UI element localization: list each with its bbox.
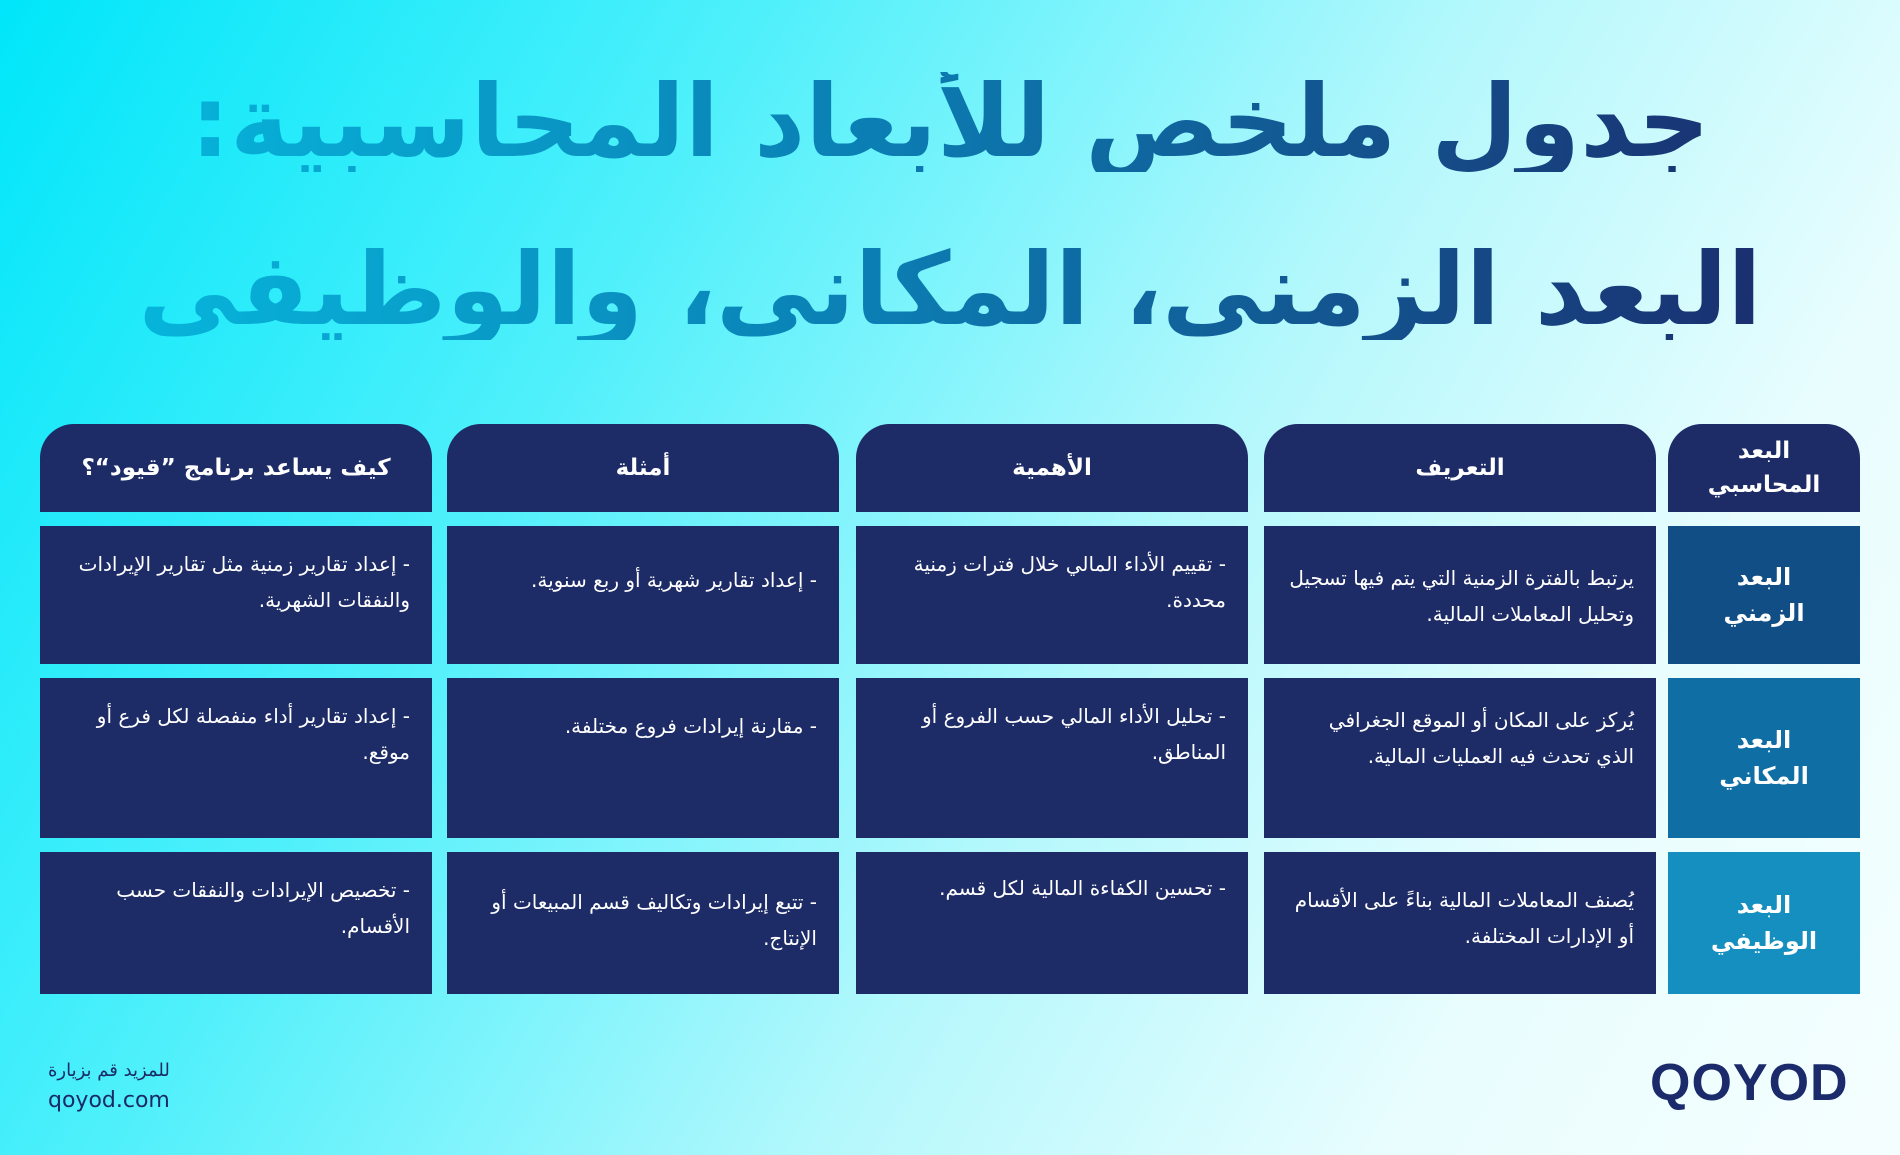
page-title-line-2: البعد الزمني، المكاني، والوظيفي (80, 240, 1820, 340)
row-functional-examples: - تتبع إيرادات وتكاليف قسم المبيعات أو الإنتاج. (447, 852, 839, 994)
row-spatial-dimension: البعد المكاني (1668, 678, 1860, 838)
row-spatial-qoyod: - إعداد تقارير أداء منفصلة لكل فرع أو موقع. (40, 678, 432, 838)
row-temporal-definition: يرتبط بالفترة الزمنية التي يتم فيها تسجيل وتحليل المعاملات المالية. (1264, 526, 1656, 664)
header-importance: الأهمية (856, 424, 1248, 512)
footer-visit-note: للمزيد قم بزيارة (48, 1060, 170, 1081)
page-title-line-1: جدول ملخص للأبعاد المحاسبية: (80, 72, 1820, 172)
header-qoyod: كيف يساعد برنامج ”قيود“؟ (40, 424, 432, 512)
row-temporal-dimension: البعد الزمني (1668, 526, 1860, 664)
row-temporal-qoyod: - إعداد تقارير زمنية مثل تقارير الإيرادات والنفقات الشهرية. (40, 526, 432, 664)
row-functional-qoyod: - تخصيص الإيرادات والنفقات حسب الأقسام. (40, 852, 432, 994)
row-temporal-importance: - تقييم الأداء المالي خلال فترات زمنية محددة. (856, 526, 1248, 664)
row-functional-importance: - تحسين الكفاءة المالية لكل قسم. (856, 852, 1248, 994)
qoyod-logo: QOYOD (1650, 1054, 1849, 1112)
header-dimension: البعد المحاسبي (1668, 424, 1860, 512)
row-functional-definition: يُصنف المعاملات المالية بناءً على الأقسام أو الإدارات المختلفة. (1264, 852, 1656, 994)
row-spatial-importance: - تحليل الأداء المالي حسب الفروع أو المناطق. (856, 678, 1248, 838)
row-spatial-examples: - مقارنة إيرادات فروع مختلفة. (447, 678, 839, 838)
header-examples: أمثلة (447, 424, 839, 512)
row-functional-dimension: البعد الوظيفي (1668, 852, 1860, 994)
footer-website-link[interactable]: qoyod.com (48, 1088, 170, 1113)
row-temporal-examples: - إعداد تقارير شهرية أو ربع سنوية. (447, 526, 839, 664)
row-spatial-definition: يُركز على المكان أو الموقع الجغرافي الذي تحدث فيه العمليات المالية. (1264, 678, 1656, 838)
header-definition: التعريف (1264, 424, 1656, 512)
